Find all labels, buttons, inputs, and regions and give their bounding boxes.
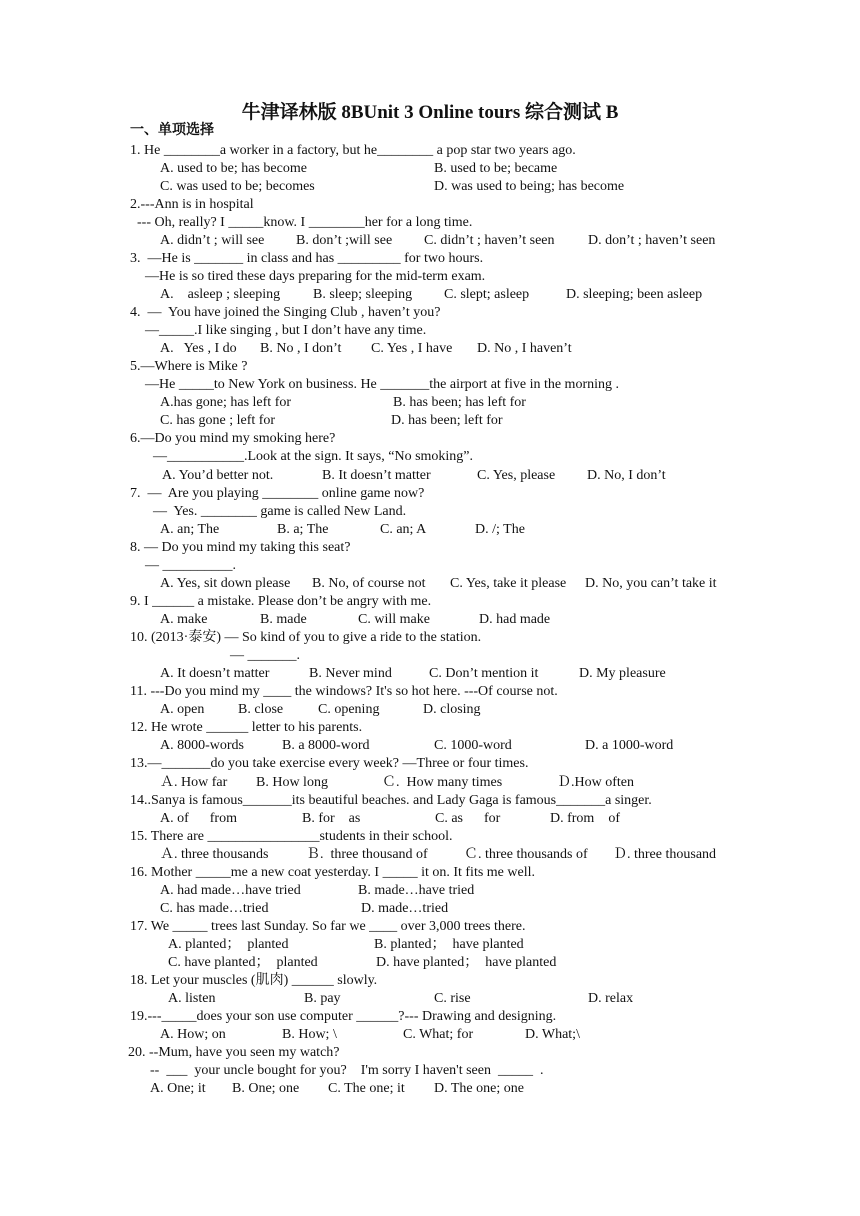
question-6-options <box>0 467 860 485</box>
option-a: A. of from <box>160 811 237 826</box>
question-5-options-row-2 <box>0 412 860 430</box>
option-d: D. sleeping; been asleep <box>566 287 703 302</box>
option-b: B. pay <box>304 991 341 1006</box>
option-d: D. closing <box>423 702 481 717</box>
question-16-options-row-1 <box>0 882 860 900</box>
question-20-options <box>0 1080 860 1098</box>
question-3-options <box>0 286 860 304</box>
question-18-stem: 18. Let your muscles (肌肉) ______ slowly. <box>130 973 378 988</box>
option-c: C. an; A <box>380 522 427 537</box>
option-d: D. have planted； have planted <box>376 955 557 970</box>
option-c: C. opening <box>318 702 380 717</box>
option-b: B. How long <box>256 775 328 790</box>
question-8-stem: 8. — Do you mind my taking this seat? <box>130 540 351 555</box>
option-b: Ｂ. three thousand of <box>306 847 428 862</box>
option-c: C. has gone ; left for <box>160 413 276 428</box>
option-c: C. Yes, take it please <box>450 576 567 591</box>
question-2-stem-line-2: --- Oh, really? I _____know. I ________her for a long time. <box>137 215 473 230</box>
question-11-options <box>0 701 860 719</box>
option-b: B. made <box>260 612 307 627</box>
option-c: C. was used to be; becomes <box>160 179 315 194</box>
option-d: D. from of <box>550 811 620 826</box>
question-8-stem-line-2: — __________. <box>145 558 236 573</box>
option-d: Ｄ.How often <box>557 775 634 790</box>
question-16-stem: 16. Mother _____me a new coat yesterday. I _____ it on. It fits me well. <box>130 865 535 880</box>
question-14-stem: 14..Sanya is famous_______its beautiful beaches. and Lady Gaga is famous_______a singer. <box>130 793 652 808</box>
option-d: D. relax <box>588 991 634 1006</box>
question-7-options <box>0 521 860 539</box>
question-18-options <box>0 990 860 1008</box>
option-d: D. My pleasure <box>579 666 666 681</box>
option-b: B. No , I don’t <box>260 341 342 356</box>
question-1-stem: 1. He ________a worker in a factory, but he________ a pop star two years ago. <box>130 143 576 158</box>
option-a: A. an; The <box>160 522 220 537</box>
question-4-stem-line-2: —_____.I like singing , but I don’t have any time. <box>145 323 427 338</box>
option-a: A. make <box>160 612 208 627</box>
question-1-options-row-2 <box>0 178 860 196</box>
option-d: D. has been; left for <box>391 413 503 428</box>
question-5-options-row-1 <box>0 394 860 412</box>
option-c: C. rise <box>434 991 471 1006</box>
option-d: D. /; The <box>475 522 525 537</box>
question-6-stem-line-2: —___________.Look at the sign. It says, “No smoking”. <box>153 449 474 464</box>
option-a: A. asleep ; sleeping <box>160 287 281 302</box>
question-13-options <box>0 774 860 792</box>
option-d: D. No , I haven’t <box>477 341 572 356</box>
option-a: A. planted； planted <box>168 937 289 952</box>
option-d: D. The one; one <box>434 1081 524 1096</box>
question-13-stem: 13.—_______do you take exercise every week? —Three or four times. <box>130 756 529 771</box>
question-6-stem: 6.—Do you mind my smoking here? <box>130 431 336 446</box>
option-a: A.has gone; has left for <box>160 395 292 410</box>
question-3-stem-line-2: —He is so tired these days preparing for the mid-term exam. <box>145 269 486 284</box>
question-3-stem: 3. —He is _______ in class and has _________ for two hours. <box>130 251 484 266</box>
option-a: A. How; on <box>160 1027 226 1042</box>
question-20-stem: 20. --Mum, have you seen my watch? <box>128 1045 340 1060</box>
option-d: D. had made <box>479 612 551 627</box>
option-a: A. You’d better not. <box>162 468 274 483</box>
question-19-options <box>0 1026 860 1044</box>
question-15-options <box>0 846 860 864</box>
question-1-options-row-1 <box>0 160 860 178</box>
option-d: D. don’t ; haven’t seen <box>588 233 716 248</box>
option-c: Ｃ. How many times <box>382 775 503 790</box>
option-c: C. Yes, please <box>477 468 556 483</box>
option-a: A. listen <box>168 991 216 1006</box>
question-17-stem: 17. We _____ trees last Sunday. So far we ____ over 3,000 trees there. <box>130 919 526 934</box>
option-a: A. didn’t ; will see <box>160 233 265 248</box>
option-b: B. made…have tried <box>358 883 475 898</box>
option-a: Ａ. three thousands <box>160 847 269 862</box>
option-a: A. open <box>160 702 205 717</box>
option-c: C. didn’t ; haven’t seen <box>424 233 555 248</box>
option-b: B. sleep; sleeping <box>313 287 413 302</box>
question-10-stem: 10. (2013·泰安) — So kind of you to give a ride to the station. <box>130 630 482 645</box>
option-c: C. will make <box>358 612 430 627</box>
option-b: B. Never mind <box>309 666 392 681</box>
question-12-options <box>0 737 860 755</box>
option-d: D. No, I don’t <box>587 468 666 483</box>
option-d: D. made…tried <box>361 901 449 916</box>
option-d: D. What;\ <box>525 1027 580 1042</box>
option-c: C. slept; asleep <box>444 287 530 302</box>
option-a: A. 8000-words <box>160 738 244 753</box>
option-c: C. have planted； planted <box>168 955 318 970</box>
option-d: D. was used to being; has become <box>434 179 625 194</box>
option-a: A. had made…have tried <box>160 883 301 898</box>
question-2-options <box>0 232 860 250</box>
option-a: A. One; it <box>150 1081 206 1096</box>
option-a: Ａ. How far <box>160 775 228 790</box>
option-d: Ｄ. three thousand <box>613 847 717 862</box>
question-16-options-row-2 <box>0 900 860 918</box>
option-a: A. Yes, sit down please <box>160 576 291 591</box>
option-a: A. used to be; has become <box>160 161 307 176</box>
question-7-stem-line-2: — Yes. ________ game is called New Land. <box>153 504 407 519</box>
option-c: C. 1000-word <box>434 738 512 753</box>
option-b: B. a; The <box>277 522 329 537</box>
option-b: B. close <box>238 702 284 717</box>
option-d: D. No, you can’t take it <box>585 576 717 591</box>
question-4-options <box>0 340 860 358</box>
option-b: B. don’t ;will see <box>296 233 393 248</box>
option-c: C. Yes , I have <box>371 341 453 356</box>
option-b: B. for as <box>302 811 361 826</box>
option-b: B. a 8000-word <box>282 738 370 753</box>
question-17-options-row-2 <box>0 954 860 972</box>
question-4-stem: 4. — You have joined the Singing Club , haven’t you? <box>130 305 441 320</box>
question-5-stem-line-2: —He _____to New York on business. He _______the airport at five in the morning . <box>145 377 619 392</box>
option-c: C. as for <box>435 811 501 826</box>
option-c: C. has made…tried <box>160 901 269 916</box>
option-d: D. a 1000-word <box>585 738 674 753</box>
question-15-stem: 15. There are ________________students in their school. <box>130 829 453 844</box>
question-5-stem: 5.—Where is Mike ? <box>130 359 248 374</box>
option-b: B. has been; has left for <box>393 395 526 410</box>
option-b: B. It doesn’t matter <box>322 468 431 483</box>
option-c: C. The one; it <box>328 1081 405 1096</box>
question-12-stem: 12. He wrote ______ letter to his parents. <box>130 720 363 735</box>
question-8-options <box>0 575 860 593</box>
question-11-stem: 11. ---Do you mind my ____ the windows? It's so hot here. ---Of course not. <box>130 684 558 699</box>
option-b: B. No, of course not <box>312 576 426 591</box>
option-c: Ｃ. three thousands of <box>464 847 588 862</box>
question-10-stem-line-2: — _______. <box>230 648 300 663</box>
option-a: A. It doesn’t matter <box>160 666 270 681</box>
option-b: B. planted； have planted <box>374 937 524 952</box>
document-title: 牛津译林版 8BUnit 3 Online tours 综合测试 B <box>241 102 619 123</box>
option-b: B. One; one <box>232 1081 300 1096</box>
question-9-options <box>0 611 860 629</box>
question-19-stem: 19.---_____does your son use computer ______?--- Drawing and designing. <box>130 1009 557 1024</box>
option-c: C. What; for <box>403 1027 474 1042</box>
option-c: C. Don’t mention it <box>429 666 539 681</box>
option-a: A. Yes , I do <box>160 341 237 356</box>
question-17-options-row-1 <box>0 936 860 954</box>
section-heading: 一、单项选择 <box>130 123 214 138</box>
question-2-stem: 2.---Ann is in hospital <box>130 197 254 212</box>
option-b: B. How; \ <box>282 1027 337 1042</box>
option-b: B. used to be; became <box>434 161 558 176</box>
question-7-stem: 7. — Are you playing ________ online game now? <box>130 486 425 501</box>
question-20-stem-line-2: -- ___ your uncle bought for you? I'm sorry I haven't seen _____ . <box>150 1063 544 1078</box>
question-9-stem: 9. I ______ a mistake. Please don’t be angry with me. <box>130 594 432 609</box>
question-10-options <box>0 665 860 683</box>
question-14-options <box>0 810 860 828</box>
